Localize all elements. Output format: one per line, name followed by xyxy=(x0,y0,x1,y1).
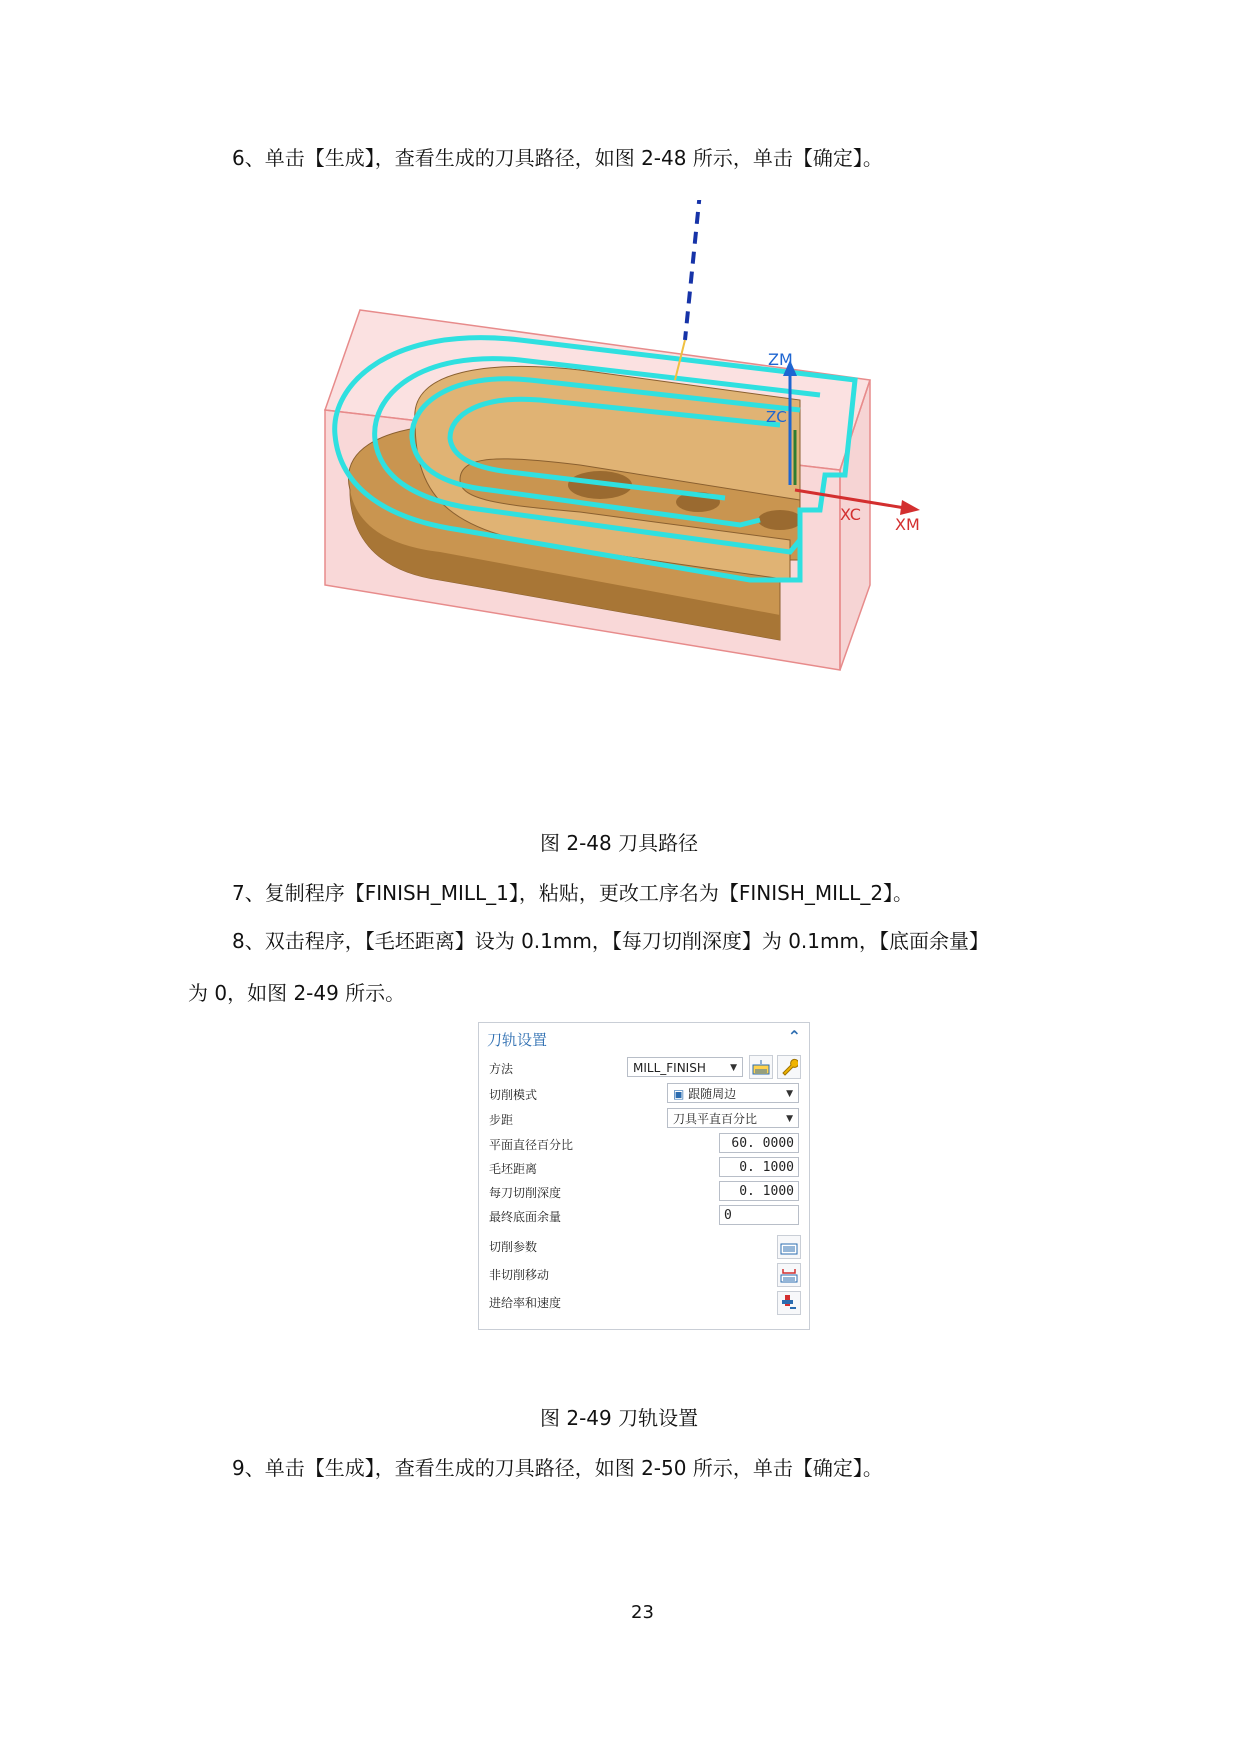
page-number: 23 xyxy=(631,1602,654,1623)
cutting-parameters-row xyxy=(479,1235,809,1259)
method-row xyxy=(479,1057,809,1081)
axis-label-zm: ZM xyxy=(768,350,793,369)
cut-pattern-row xyxy=(479,1083,809,1107)
path-settings-panel xyxy=(478,1022,810,1330)
method-label: 方法 xyxy=(489,1062,514,1076)
stepover-label: 步距 xyxy=(489,1113,514,1127)
percent-diameter-row xyxy=(479,1133,809,1157)
cutting-parameters-icon xyxy=(780,1239,798,1255)
final-floor-stock-row xyxy=(479,1205,809,1229)
feeds-speeds-icon xyxy=(780,1294,798,1312)
method-value: MILL_FINISH xyxy=(633,1061,706,1075)
toolpath-figure xyxy=(280,200,1040,760)
non-cutting-moves-label: 非切削移动 xyxy=(489,1268,550,1282)
create-method-icon xyxy=(752,1059,770,1075)
wrench-icon xyxy=(780,1058,798,1076)
stepover-row xyxy=(479,1108,809,1132)
follow-periphery-icon: ▣ xyxy=(673,1087,685,1101)
final-floor-stock-label: 最终底面余量 xyxy=(489,1210,562,1224)
non-cutting-moves-row xyxy=(479,1263,809,1287)
axis-label-zc: ZC xyxy=(766,408,787,426)
feeds-speeds-row xyxy=(479,1291,809,1315)
panel-title: 刀轨设置 xyxy=(487,1031,548,1049)
step-7-text: 7、复制程序【FINISH_MILL_1】，粘贴，更改工序名为【FINISH_MILL_2】。 xyxy=(232,881,914,905)
axis-label-xm: XM xyxy=(895,515,920,534)
method-select[interactable] xyxy=(627,1057,743,1077)
cut-pattern-select[interactable] xyxy=(667,1083,799,1103)
method-edit-button[interactable] xyxy=(777,1055,801,1079)
panel-header[interactable] xyxy=(479,1023,809,1055)
feeds-speeds-button[interactable] xyxy=(777,1291,801,1315)
percent-diameter-label: 平面直径百分比 xyxy=(489,1138,574,1152)
dropdown-arrow-icon: ▼ xyxy=(786,1089,793,1099)
step-9-text: 9、单击【生成】，查看生成的刀具路径，如图 2-50 所示，单击【确定】。 xyxy=(232,1456,883,1480)
feeds-speeds-label: 进给率和速度 xyxy=(489,1296,562,1310)
cutting-parameters-label: 切削参数 xyxy=(489,1240,538,1254)
dropdown-arrow-icon: ▼ xyxy=(730,1063,737,1073)
method-create-button[interactable] xyxy=(749,1055,773,1079)
final-floor-stock-input[interactable]: 0 xyxy=(719,1205,799,1225)
non-cutting-moves-button[interactable] xyxy=(777,1263,801,1287)
depth-per-cut-input[interactable]: 0. 1000 xyxy=(719,1181,799,1201)
percent-diameter-input[interactable]: 60. 0000 xyxy=(719,1133,799,1153)
depth-per-cut-label: 每刀切削深度 xyxy=(489,1186,562,1200)
stepover-value: 刀具平直百分比 xyxy=(673,1112,758,1126)
step-6-text: 6、单击【生成】，查看生成的刀具路径，如图 2-48 所示，单击【确定】。 xyxy=(232,146,883,170)
figure-2-48-caption: 图 2-48 刀具路径 xyxy=(540,831,699,855)
axis-label-xc: XC xyxy=(840,505,861,524)
stepover-select[interactable] xyxy=(667,1108,799,1128)
step-8-text-line2: 为 0，如图 2-49 所示。 xyxy=(188,981,406,1005)
dropdown-arrow-icon: ▼ xyxy=(786,1114,793,1124)
blank-distance-label: 毛坯距离 xyxy=(489,1162,538,1176)
cut-pattern-value: 跟随周边 xyxy=(688,1087,737,1101)
blank-distance-input[interactable]: 0. 1000 xyxy=(719,1157,799,1177)
chevron-up-icon[interactable]: ⌃ xyxy=(787,1027,801,1046)
tool-axis-line xyxy=(685,200,700,340)
depth-per-cut-row xyxy=(479,1181,809,1205)
figure-2-49-caption: 图 2-49 刀轨设置 xyxy=(540,1406,699,1430)
non-cutting-moves-icon xyxy=(780,1267,798,1283)
cutting-parameters-button[interactable] xyxy=(777,1235,801,1259)
step-8-text-line1: 8、双击程序，【毛坯距离】设为 0.1mm，【每刀切削深度】为 0.1mm，【底面余量】 xyxy=(232,929,989,953)
cut-pattern-label: 切削模式 xyxy=(489,1088,538,1102)
blank-distance-row xyxy=(479,1157,809,1181)
